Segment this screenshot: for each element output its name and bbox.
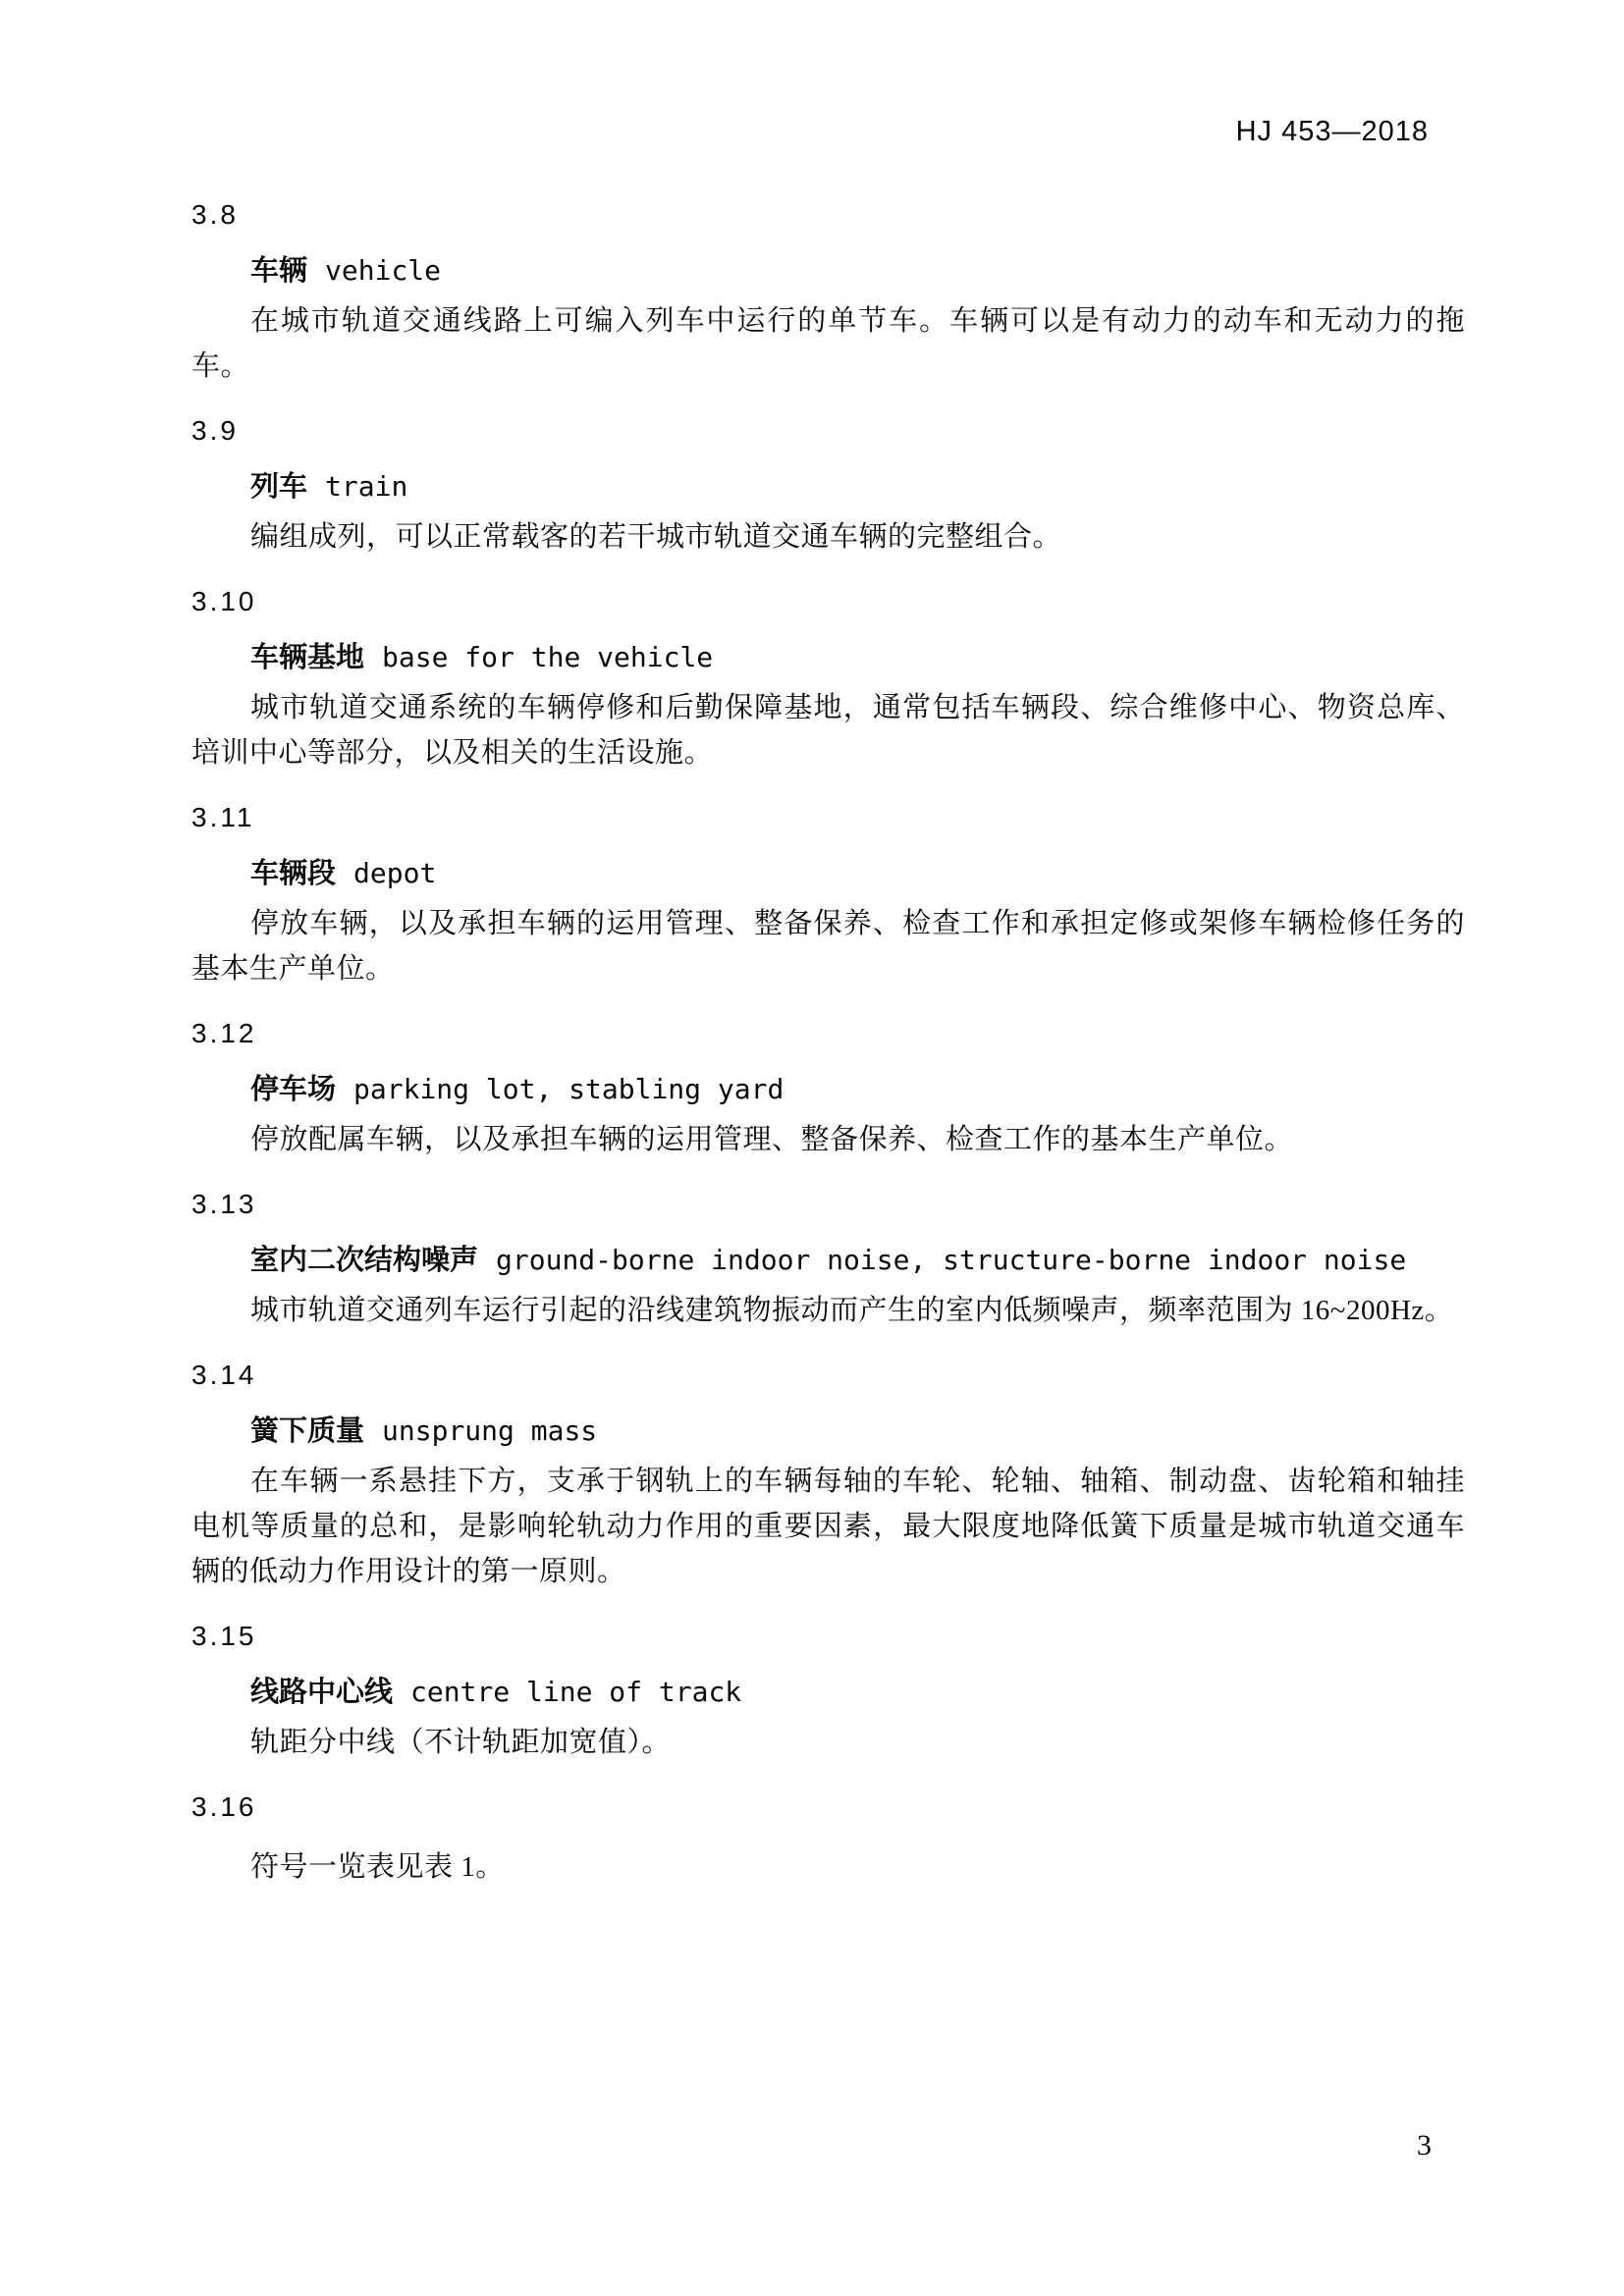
section-number: 3.15	[191, 1621, 257, 1651]
terms-content	[191, 192, 1465, 1890]
term-heading	[191, 850, 1465, 901]
term-section-3-13	[191, 1182, 1465, 1333]
term-definition: 在车辆一系悬挂下方，支承于钢轨上的车辆每轴的车轮、轮轴、轴箱、制动盘、齿轮箱和轴挂电机等质量的总和，是影响轮轨动力作用的重要因素，最大限度地降低簧下质量是城市轨道交通车辆的低动力作用设计的第一原则。	[191, 1466, 1465, 1587]
term-heading	[191, 1408, 1465, 1459]
term-definition: 城市轨道交通列车运行引起的沿线建筑物振动而产生的室内低频噪声，频率范围为 16~200Hz。	[250, 1295, 1454, 1326]
section-number: 3.12	[191, 1018, 257, 1048]
term-zh: 停车场	[250, 1072, 337, 1105]
term-definition: 停放配属车辆，以及承担车辆的运用管理、整备保养、检查工作的基本生产单位。	[250, 1124, 1294, 1155]
page-header	[1236, 116, 1429, 147]
term-en: parking lot, stabling yard	[353, 1073, 785, 1105]
section-number: 3.10	[191, 586, 257, 616]
term-zh: 线路中心线	[250, 1675, 394, 1708]
term-section-3-9	[191, 408, 1465, 560]
term-en: base for the vehicle	[382, 641, 714, 673]
term-section-3-15	[191, 1614, 1465, 1765]
term-zh: 簧下质量	[250, 1414, 365, 1447]
term-en: depot	[353, 857, 437, 889]
term-heading	[191, 1066, 1465, 1117]
term-definition: 在城市轨道交通线路上可编入列车中运行的单节车。车辆可以是有动力的动车和无动力的拖车。	[191, 305, 1465, 382]
term-zh: 车辆段	[250, 856, 337, 889]
term-en: centre line of track	[410, 1676, 742, 1708]
term-definition: 编组成列，可以正常载客的若干城市轨道交通车辆的完整组合。	[250, 521, 1062, 553]
term-heading	[191, 463, 1465, 514]
term-definition: 停放车辆，以及承担车辆的运用管理、整备保养、检查工作和承担定修或架修车辆检修任务的基本生产单位。	[191, 908, 1465, 985]
doc-number: HJ 453—2018	[1235, 116, 1429, 147]
term-section-3-10	[191, 579, 1465, 775]
term-zh: 车辆	[250, 253, 308, 287]
section-number: 3.8	[191, 199, 239, 230]
term-section-3-16	[191, 1785, 1465, 1890]
section-number: 3.14	[191, 1360, 257, 1390]
term-zh: 列车	[250, 469, 308, 503]
term-heading	[191, 1237, 1465, 1288]
term-en: unsprung mass	[382, 1415, 598, 1447]
term-en: vehicle	[325, 254, 442, 287]
section-number: 3.16	[191, 1791, 257, 1822]
term-heading	[191, 1669, 1465, 1720]
term-zh: 车辆基地	[250, 640, 365, 673]
section-number: 3.13	[191, 1189, 257, 1219]
term-section-3-11	[191, 795, 1465, 991]
term-section-3-12	[191, 1011, 1465, 1162]
page-number: 3	[1417, 2129, 1432, 2162]
term-section-3-8	[191, 192, 1465, 389]
term-en: ground-borne indoor noise, structure-borne indoor noise	[496, 1244, 1407, 1276]
term-definition: 城市轨道交通系统的车辆停修和后勤保障基地，通常包括车辆段、综合维修中心、物资总库、培训中心等部分，以及相关的生活设施。	[191, 692, 1465, 769]
section-number: 3.9	[191, 415, 239, 446]
term-definition: 轨距分中线（不计轨距加宽值）。	[250, 1727, 672, 1758]
term-heading	[191, 634, 1465, 685]
term-section-3-14	[191, 1353, 1465, 1594]
term-heading	[191, 247, 1465, 298]
term-definition: 符号一览表见表 1。	[250, 1851, 505, 1883]
term-zh: 室内二次结构噪声	[250, 1243, 479, 1276]
term-en: train	[325, 470, 408, 503]
section-number: 3.11	[191, 802, 255, 832]
